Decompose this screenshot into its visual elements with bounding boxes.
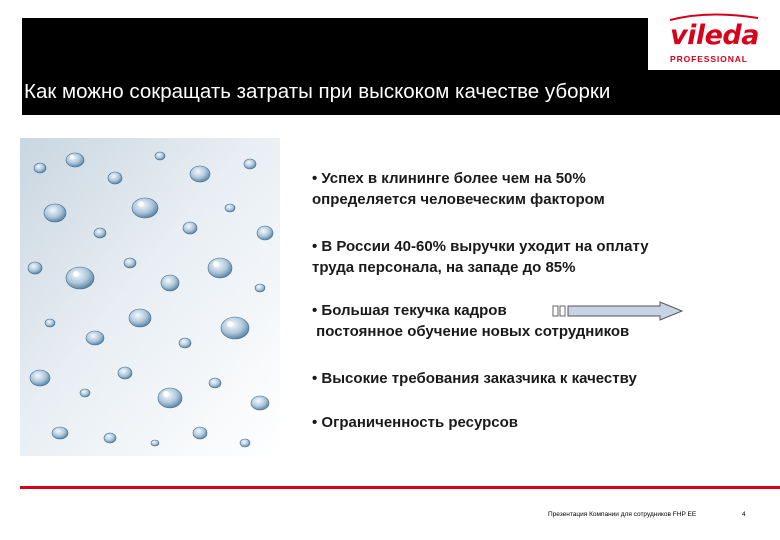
arrow-right-icon bbox=[552, 301, 684, 321]
bullet-item bbox=[312, 412, 518, 433]
bullet-line: • Ограниченность ресурсов bbox=[312, 414, 519, 431]
bullet-item bbox=[312, 368, 637, 389]
slide-title: Как можно сокращать затраты при выскоком качестве уборки bbox=[24, 80, 611, 103]
bullet-line: • В России 40-60% выручки уходит на оплату bbox=[312, 238, 649, 255]
bullet-line: • Успех в клининге более чем на 50% bbox=[312, 170, 586, 187]
bullet-line: постоянное обучение новых сотрудников bbox=[312, 323, 630, 340]
bullet-line: определяется человеческим фактором bbox=[312, 191, 605, 208]
vileda-logo bbox=[648, 12, 780, 70]
logo-wordmark: vileda bbox=[670, 20, 759, 51]
bullet-line: • Большая текучка кадров bbox=[312, 302, 507, 319]
bullet-item bbox=[312, 236, 649, 278]
bullet-line: • Высокие требования заказчика к качеству bbox=[312, 370, 637, 387]
page-number: 4 bbox=[742, 511, 746, 518]
bullet-line: труда персонала, на западе до 85% bbox=[312, 259, 576, 276]
water-bubbles-image bbox=[20, 138, 280, 456]
bullet-item bbox=[312, 168, 605, 210]
bullet-item bbox=[312, 300, 629, 342]
footer-divider bbox=[20, 486, 780, 489]
logo-subtitle: PROFESSIONAL bbox=[670, 54, 748, 64]
footer-caption: Презентация Компании для сотрудников FHP EE bbox=[548, 511, 697, 518]
